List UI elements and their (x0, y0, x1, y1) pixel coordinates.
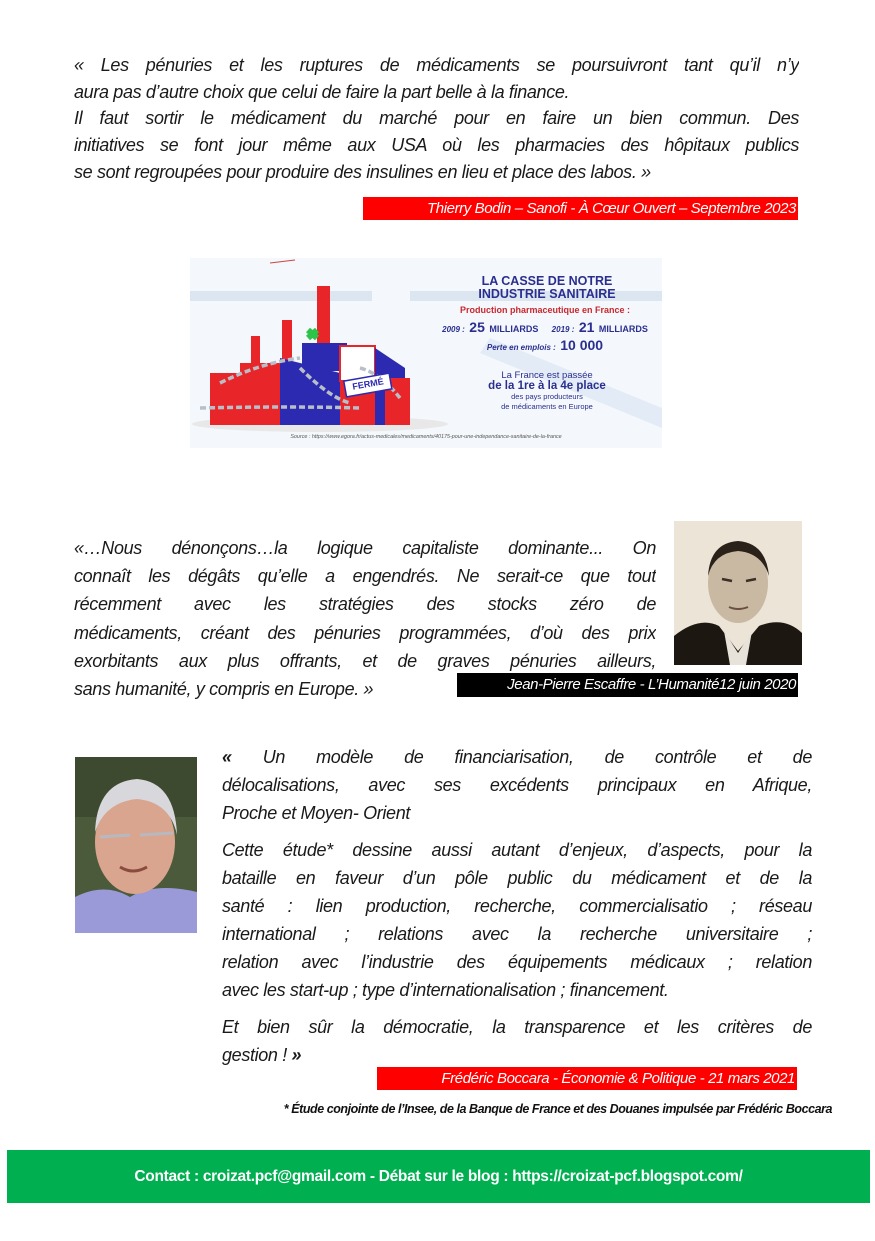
year-2009: 2009 : (442, 325, 465, 334)
photo-boccara (75, 757, 197, 933)
open-quote-mark: « (222, 747, 232, 767)
footnote: * Étude conjointe de l’Insee, de la Banque de France et des Douanes impulsée par Frédéric Boccara (283, 1102, 832, 1116)
photo-escaffre (674, 521, 802, 665)
contact-banner: Contact : croizat.pcf@gmail.com - Débat sur le blog : https://croizat-pcf.blogspot.com/ (7, 1150, 870, 1203)
ranking-line: des pays producteurs (511, 392, 583, 401)
portrait-boccara-image (75, 757, 197, 933)
unit-2019: MILLIARDS (598, 324, 648, 334)
quote-line: santé : lien production, recherche, commercialisatio ; réseau (222, 896, 812, 916)
quote-boccara (222, 743, 812, 1069)
infographic-subtitle: Production pharmaceutique en France : (459, 305, 631, 315)
infographic-industrie-sanitaire (190, 258, 662, 448)
infographic-source: Source : https://www.egora.fr/actus-medicales/medicaments/40175-pour-une-independance-sanitaire-de-la-france (290, 434, 562, 440)
quote-line: avec les start-up ; type d’internationalisation ; financement. (222, 980, 669, 1000)
decor-line (270, 260, 295, 263)
quote-line: Il faut sortir le médicament du marché pour en faire un bien commun. Des (74, 108, 799, 129)
building-windows (340, 346, 375, 381)
value-2009: 25 (469, 319, 485, 335)
quote-attribution-boccara: Frédéric Boccara - Économie & Politique - 21 mars 2021 (377, 1067, 797, 1090)
quote-line: international ; relations avec la recherche universitaire ; (222, 924, 812, 944)
quote-attribution-escaffre: Jean-Pierre Escaffre - L’Humanité12 juin 2020 (457, 673, 798, 697)
infographic-title (442, 275, 652, 301)
infographic-title-line: INDUSTRIE SANITAIRE (478, 287, 616, 301)
value-2019: 21 (578, 319, 595, 335)
unit-2009: MILLIARDS (489, 324, 539, 334)
portrait-escaffre-image (674, 521, 802, 665)
quote-line: récemment avec les stratégies des stocks zéro de (74, 594, 656, 615)
quote-line: médicaments, créant des pénuries programmées, d’où des prix (74, 622, 656, 643)
quote-line: Et bien sûr la démocratie, la transparence et les critères de (222, 1017, 812, 1037)
quote-line: « Les pénuries et les ruptures de médicaments se poursuivront tant qu’il n’y (74, 55, 799, 75)
ranking-line-bold: de la 1re à la 4e place (488, 380, 606, 392)
quote-line-text: Un modèle de financiarisation, de contrôle et de (231, 747, 812, 767)
year-2019: 2019 : (551, 325, 575, 334)
quote-line: Proche et Moyen- Orient (222, 803, 411, 823)
quote-line: initiatives se font jour même aux USA où les pharmacies des hôpitaux publics (74, 135, 799, 156)
quote-line: Cette étude* dessine aussi autant d’enjeux, d’aspects, pour la (222, 840, 812, 860)
jobs-value: 10 000 (560, 337, 604, 353)
infographic-title-line: LA CASSE DE NOTRE (481, 274, 613, 288)
quote-line-text: gestion ! (222, 1045, 292, 1065)
quote-line: bataille en faveur d’un pôle public du médicament et de la (222, 868, 812, 888)
quote-line: relation avec l’industrie des équipements médicaux ; relation (222, 952, 812, 972)
quote-line: connaît les dégâts qu’elle a engendrés. Ne serait-ce que tout (74, 566, 656, 587)
quote-line: sans humanité, y compris en Europe. » (74, 678, 374, 699)
quote-attribution-bodin: Thierry Bodin – Sanofi - À Cœur Ouvert – Septembre 2023 (363, 197, 798, 220)
quote-line: «…Nous dénonçons…la logique capitaliste dominante... On (74, 538, 656, 558)
closed-sign-label: FERMÉ (351, 376, 385, 392)
jobs-lost (445, 337, 645, 355)
quote-line: aura pas d’autre choix que celui de faire la part belle à la finance. (74, 81, 570, 102)
ranking-line: La France est passée (501, 370, 593, 381)
close-quote-mark: » (291, 1045, 302, 1065)
pharmacy-cross-icon (308, 330, 317, 338)
quote-line: exorbitants aux plus offrants, et de graves pénuries ailleurs, (74, 650, 656, 671)
quote-line: se sont regroupées pour produire des insulines en lieu et place des labos. » (74, 161, 651, 182)
ranking-text (452, 371, 642, 412)
production-values (420, 319, 662, 337)
jobs-label: Perte en emplois : (486, 343, 556, 352)
quote-line (222, 1041, 812, 1069)
quote-line: délocalisations, avec ses excédents principaux en Afrique, (222, 775, 812, 795)
ranking-line: de médicaments en Europe (501, 402, 593, 411)
quote-thierry-bodin (74, 52, 799, 185)
quote-line (222, 743, 812, 771)
decor-stripe (190, 291, 372, 301)
